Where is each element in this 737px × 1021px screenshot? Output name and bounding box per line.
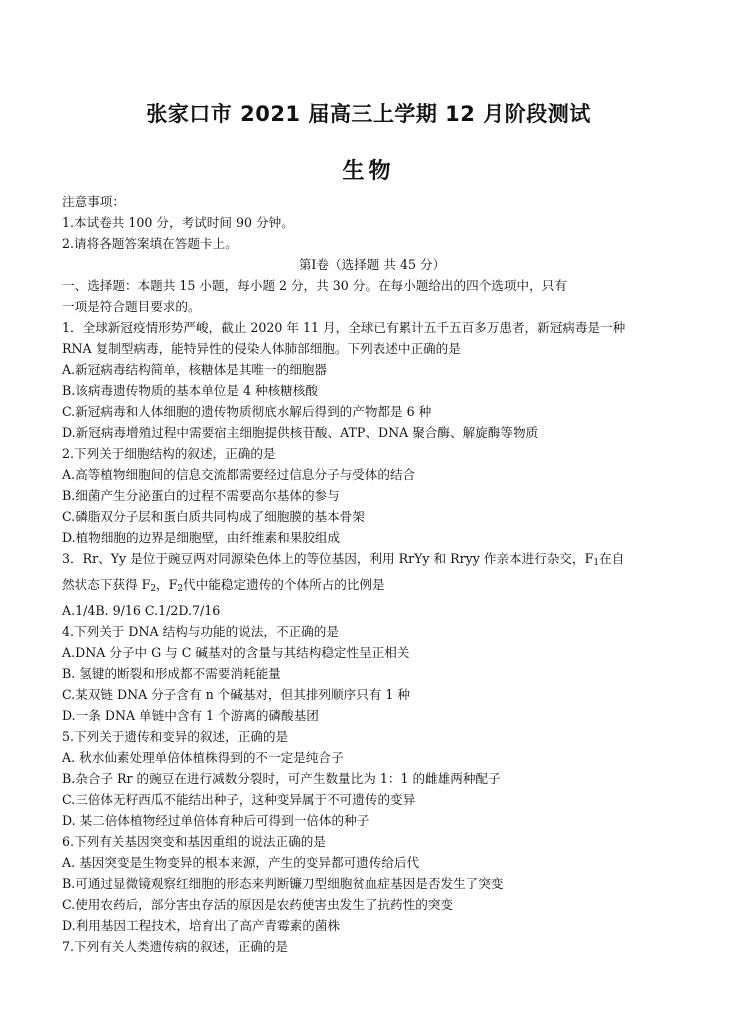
subscript: 2 <box>150 584 157 594</box>
option-a: A.高等植物细胞间的信息交流都需要经过信息分子与受体的结合 <box>62 467 416 482</box>
option-a: A. 秋水仙素处理单倍体植株得到的不一定是纯合子 <box>62 750 344 765</box>
option-c: C.磷脂双分子层和蛋白质共同构成了细胞膜的基本骨架 <box>62 509 365 524</box>
stem-text: ，F <box>156 577 178 592</box>
note-item: 2.请将各题答案填在答题卡上。 <box>62 236 238 251</box>
section-intro: 一项是符合题目要求的。 <box>62 299 201 314</box>
option-c: C.新冠病毒和人体细胞的遗传物质彻底水解后得到的产物都是 6 种 <box>62 404 432 419</box>
subscript: 2 <box>177 584 184 594</box>
section-intro: 一、选择题：本题共 15 小题，每小题 2 分，共 30 分。在每小题给出的四个选项中，只有 <box>62 278 567 293</box>
stem-text: 在自 <box>599 551 625 566</box>
option-d: D. 某二倍体植物经过单倍体育种后可得到一倍体的种子 <box>62 813 370 828</box>
question-stem: RNA 复制型病毒，能特异性的侵染人体肺部细胞。下列表述中正确的是 <box>62 341 461 356</box>
exam-title: 张家口市 2021 届高三上学期 12 月阶段测试 <box>146 102 591 126</box>
question-stem <box>62 548 682 574</box>
section-title: 第Ⅰ卷（选择题 共 45 分） <box>298 257 446 272</box>
option-d: D.一条 DNA 单链中含有 1 个游离的磷酸基团 <box>62 708 319 723</box>
question-stem <box>62 574 682 600</box>
stem-text: 代中能稳定遗传的个体所占的比例是 <box>183 577 385 592</box>
option-c: C.三倍体无籽西瓜不能结出种子，这种变异属于不可遗传的变异 <box>62 792 416 807</box>
option-c: C.某双链 DNA 分子含有 n 个碱基对，但其排列顺序只有 1 种 <box>62 687 411 702</box>
option-b: B.可通过显微镜观察红细胞的形态来判断镰刀型细胞贫血症基因是否发生了突变 <box>62 876 504 891</box>
question-stem: 2.下列关于细胞结构的叙述，正确的是 <box>62 446 276 461</box>
option-b: B.杂合子 Rr 的豌豆在进行减数分裂时，可产生数量比为 1：1 的雌雄两种配子 <box>62 771 501 786</box>
option-d: D.植物细胞的边界是细胞壁，由纤维素和果胶组成 <box>62 530 341 545</box>
stem-text: 然状态下获得 F <box>62 577 151 592</box>
option-a: A. 基因突变是生物变异的根本来源，产生的变异都可遗传给后代 <box>62 855 420 870</box>
option-d: D.利用基因工程技术，培育出了高产青霉素的菌株 <box>62 918 341 933</box>
option-d: D.新冠病毒增殖过程中需要宿主细胞提供核苷酸、ATP、DNA 聚合酶、解旋酶等物质 <box>62 425 539 440</box>
stem-text: 3．Rr、Yy 是位于豌豆两对同源染色体上的等位基因，利用 RrYy 和 Rryy 作亲本进行杂交，F <box>62 551 594 566</box>
notes-heading: 注意事项： <box>62 194 125 209</box>
option-c: C.使用农药后，部分害虫存活的原因是农药使害虫发生了抗药性的突变 <box>62 897 454 912</box>
question-stem: 6.下列有关基因突变和基因重组的说法正确的是 <box>62 834 326 849</box>
question-stem: 5.下列关于遗传和变异的叙述，正确的是 <box>62 729 289 744</box>
option-b: B. 氢键的断裂和形成都不需要消耗能量 <box>62 666 281 681</box>
option-b: B.细菌产生分泌蛋白的过程不需要高尔基体的参与 <box>62 488 340 503</box>
options-inline: A.1/4B. 9/16 C.1/2D.7/16 <box>62 603 221 618</box>
question-stem: 7.下列有关人类遗传病的叙述，正确的是 <box>62 939 289 954</box>
exam-body <box>62 191 682 957</box>
note-item: 1.本试卷共 100 分，考试时间 90 分钟。 <box>62 215 294 230</box>
question-stem: 1．全球新冠疫情形势严峻，截止 2020 年 11 月，全球已有累计五千五百多万患者，新冠病毒是一种 <box>62 320 626 335</box>
exam-subject: 生物 <box>342 159 395 184</box>
option-b: B.该病毒遗传物质的基本单位是 4 种核糖核酸 <box>62 383 318 398</box>
subscript: 1 <box>593 558 600 568</box>
option-a: A.新冠病毒结构简单，核糖体是其唯一的细胞器 <box>62 362 327 377</box>
option-a: A.DNA 分子中 G 与 C 碱基对的含量与其结构稳定性呈正相关 <box>62 645 410 660</box>
question-stem: 4.下列关于 DNA 结构与功能的说法，不正确的是 <box>62 624 339 639</box>
